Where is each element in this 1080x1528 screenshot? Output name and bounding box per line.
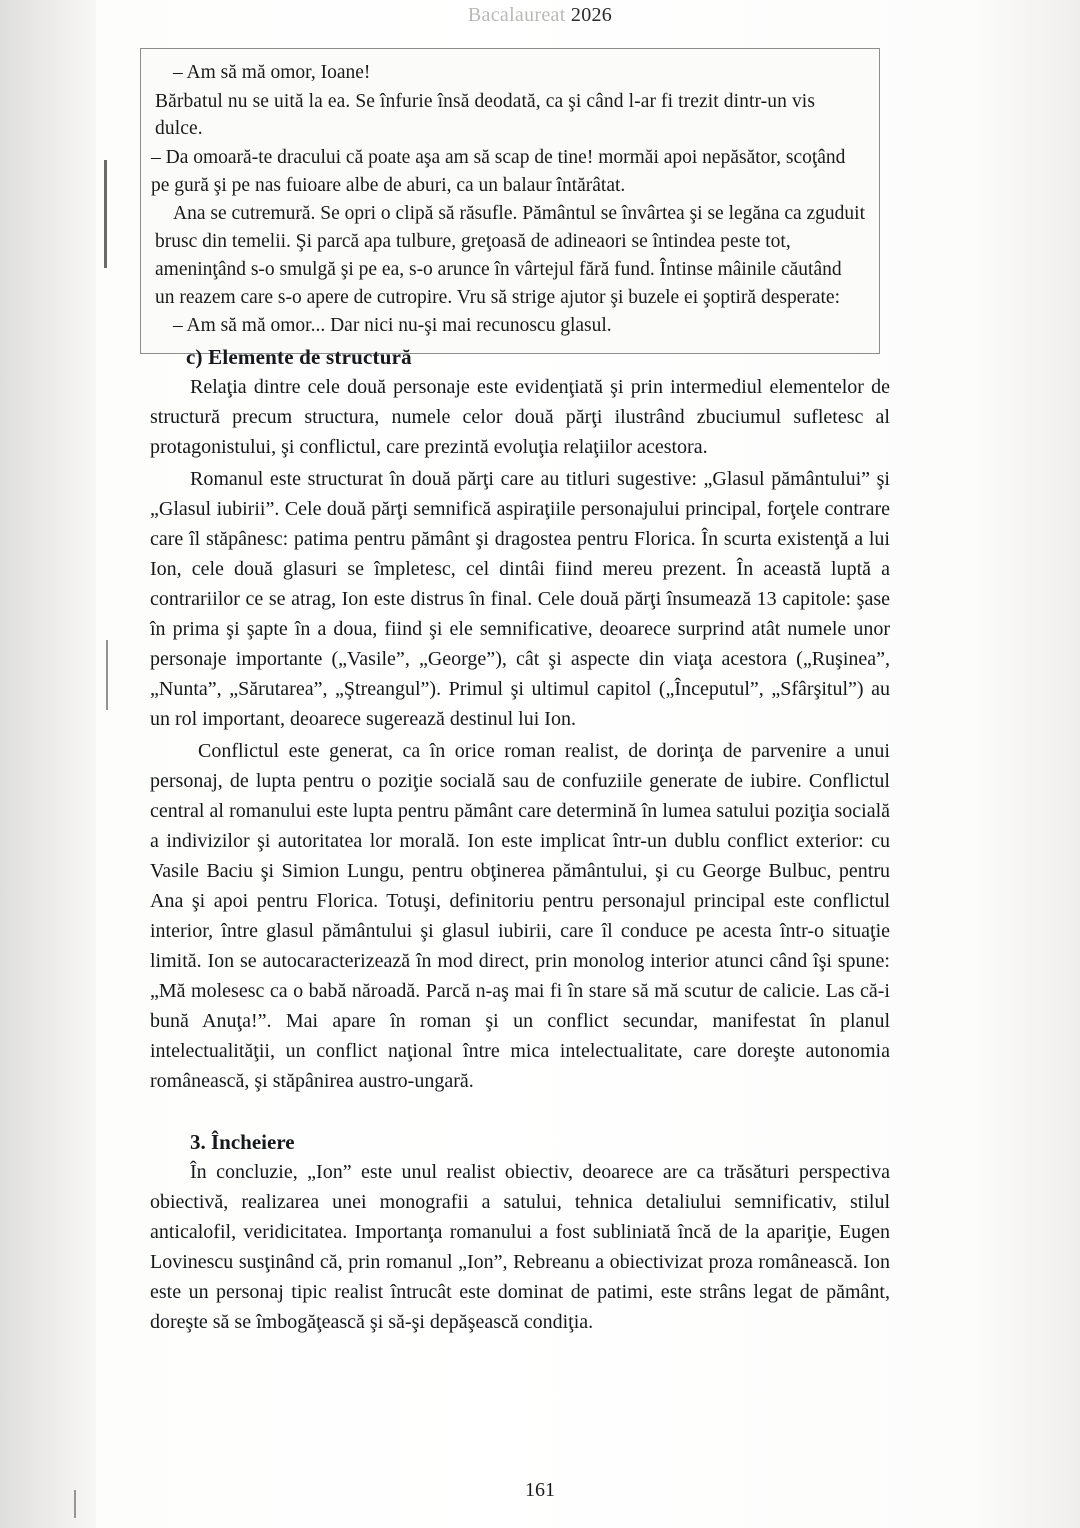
gutter-mark-1 [104, 160, 107, 268]
quote-line: Ana se cutremură. Se opri o clipă să răsufle. Pământul se învârtea şi se legăna ca zguduit brusc din temelii. Şi parcă apa tulbure, greţoasă de adineaori se întindea peste tot, ameninţând s-o smulgă şi pe ea, s-o arunce în vârtejul fără fund. Întinse mâinile căutând un reazem care s-o apere de cutropire. Vru să strige ajutor şi buzele ei şoptiră desperate: [155, 203, 866, 308]
body-paragraph: Romanul este structurat în două părţi care au titluri sugestive: „Glasul pământului” şi „Glasul iubirii”. Cele două părţi semnifică aspiraţiile personajului principal, forţele contrare care îl stăpânesc: patima pentru pământ şi dragostea pentru Florica. În scurta existenţă a lui Ion, cele două glasuri se împletesc, cel dintâi fiind mereu prezent. În această luptă a contrariilor ce se atrag, Ion este distrus în final. Cele două părţi însumează 13 capitole: şase în prima şi şapte în a doua, fiind şi ele semnificative, deoarece surprind atât numele unor personaje importante („Vasile”, „George”), cât şi aspecte din viaţa acestora („Ruşinea”, „Nunta”, „Sărutarea”, „Ştreangul”). Primul şi ultimul capitol („Începutul”, „Sfârşitul”) au un rol important, deoarece sugerează destinul lui Ion. [150, 468, 890, 730]
page-gutter-shadow [0, 0, 96, 1528]
main-text-column [150, 345, 890, 1339]
quote-line: – Am să mă omor... Dar nici nu-şi mai recunoscu glasul. [173, 315, 612, 337]
body-paragraph: În concluzie, „Ion” este unul realist obiectiv, deoarece are ca trăsături perspectiva obiectivă, realizarea unei monografii a satului, tehnica detaliului semnificativ, stilul anticalofil, veridicitatea. Importanţa romanului a fost subliniată încă de la apariţie, Eugen Lovinescu susţinând că, prin romanul „Ion”, Rebreanu a obiectivizat proza românească. Ion este un personaj tipic realist întrucât este dominat de patimi, este strâns legat de pământ, doreşte să se îmbogăţească şi să-şi depăşească condiţia. [150, 1161, 890, 1333]
gutter-mark-2 [106, 640, 108, 710]
heading-incheiere: 3. Încheiere [190, 1130, 295, 1154]
quote-line: – Am să mă omor, Ioane! [173, 62, 371, 83]
body-paragraph: Conflictul este generat, ca în orice roman realist, de dorinţa de parvenire a unui personaj, de lupta pentru o poziţie socială sau de confuziile generate de iubire. Conflictul central al romanului este lupta pentru pământ care determină în lumea satului poziţia socială a indivizilor şi autoritatea lor morală. Ion este implicat într-un dublu conflict exterior: cu Vasile Baciu şi Simion Lungu, pentru obţinerea pământului, şi cu George Bulbuc, pentru Ana şi apoi pentru Florica. Totuşi, definitoriu pentru personajul principal este conflictul interior, între glasul pământului şi glasul iubirii, care îl conduce pe acesta într-o situaţie limită. Ion se autocaracterizează în mod direct, prin monolog interior atunci când îşi spune: „Mă molesesc ca o babă năroadă. Parcă n-aş mai fi în stare să mă scutur de calicie. Las că-i bună Anuţa!”. Mai apare în roman şi un conflict secundar, manifestat în planul intelectualităţii, un conflict naţional între mica intelectualitate, care doreşte autonomia românească, şi stăpânirea austro-ungară. [150, 740, 890, 1092]
quotation-box [140, 48, 880, 354]
heading-elemente-de-structura: c) Elemente de structură [186, 345, 412, 369]
running-header-year: 2026 [565, 4, 613, 26]
running-header-faded-text: Bacalaureat [467, 4, 566, 26]
body-paragraph: Relaţia dintre cele două personaje este evidenţiată şi prin intermediul elementelor de structură precum structura, numele celor două părţi ilustrând zbuciumul sufletesc al protagonistului, şi conflictul, care prezintă evoluţia relaţiilor acestora. [150, 376, 890, 458]
page-number: 161 [525, 1479, 555, 1501]
running-header [0, 4, 1080, 27]
quote-line: Bărbatul nu se uită la ea. Se înfurie însă deodată, ca şi când l-ar fi trezit dintr-un vis dulce. [155, 90, 816, 140]
quote-line: – Da omoară-te dracului că poate aşa am să scap de tine! mormăi apoi nepăsător, scoţând pe gură şi pe nas fuioare albe de aburi, ca un balaur întărâtat. [151, 147, 846, 196]
